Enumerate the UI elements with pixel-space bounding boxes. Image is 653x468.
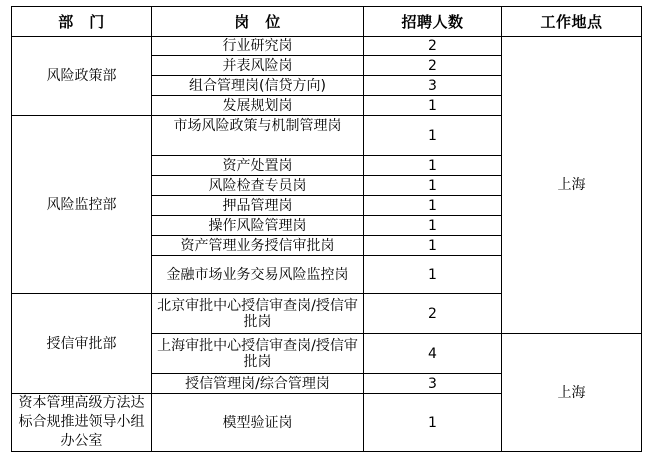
position-cell: 市场风险政策与机制管理岗 [152, 116, 364, 156]
headcount-cell: 3 [364, 76, 502, 96]
header-department: 部 门 [12, 7, 152, 37]
header-headcount: 招聘人数 [364, 7, 502, 37]
department-cell: 资本管理高级方法达标合规推进领导小组办公室 [12, 394, 152, 452]
headcount-cell: 1 [364, 216, 502, 236]
headcount-cell: 2 [364, 37, 502, 56]
department-cell: 风险政策部 [12, 37, 152, 116]
headcount-cell: 1 [364, 156, 502, 176]
position-cell: 押品管理岗 [152, 196, 364, 216]
position-cell: 组合管理岗(信贷方向) [152, 76, 364, 96]
headcount-cell: 3 [364, 374, 502, 394]
header-row [12, 7, 642, 37]
position-cell: 北京审批中心授信审查岗/授信审批岗 [152, 294, 364, 334]
department-cell: 风险监控部 [12, 116, 152, 294]
position-cell: 资产处置岗 [152, 156, 364, 176]
recruitment-table-container [11, 6, 642, 452]
headcount-cell: 1 [364, 236, 502, 256]
department-cell: 授信审批部 [12, 294, 152, 394]
headcount-cell: 2 [364, 56, 502, 76]
header-location: 工作地点 [502, 7, 642, 37]
recruitment-table [11, 6, 642, 452]
position-cell: 金融市场业务交易风险监控岗 [152, 256, 364, 294]
headcount-cell: 2 [364, 294, 502, 334]
position-cell: 风险检查专员岗 [152, 176, 364, 196]
position-cell: 发展规划岗 [152, 96, 364, 116]
table-row [12, 37, 642, 56]
headcount-cell: 1 [364, 116, 502, 156]
position-cell: 行业研究岗 [152, 37, 364, 56]
position-cell: 操作风险管理岗 [152, 216, 364, 236]
headcount-cell: 1 [364, 256, 502, 294]
location-cell: 上海 [502, 37, 642, 334]
headcount-cell: 1 [364, 176, 502, 196]
position-cell: 并表风险岗 [152, 56, 364, 76]
position-cell: 模型验证岗 [152, 394, 364, 452]
position-cell: 上海审批中心授信审查岗/授信审批岗 [152, 334, 364, 374]
headcount-cell: 4 [364, 334, 502, 374]
headcount-cell: 1 [364, 394, 502, 452]
headcount-cell: 1 [364, 196, 502, 216]
location-cell: 上海 [502, 334, 642, 452]
position-cell: 资产管理业务授信审批岗 [152, 236, 364, 256]
header-position: 岗 位 [152, 7, 364, 37]
headcount-cell: 1 [364, 96, 502, 116]
position-cell: 授信管理岗/综合管理岗 [152, 374, 364, 394]
